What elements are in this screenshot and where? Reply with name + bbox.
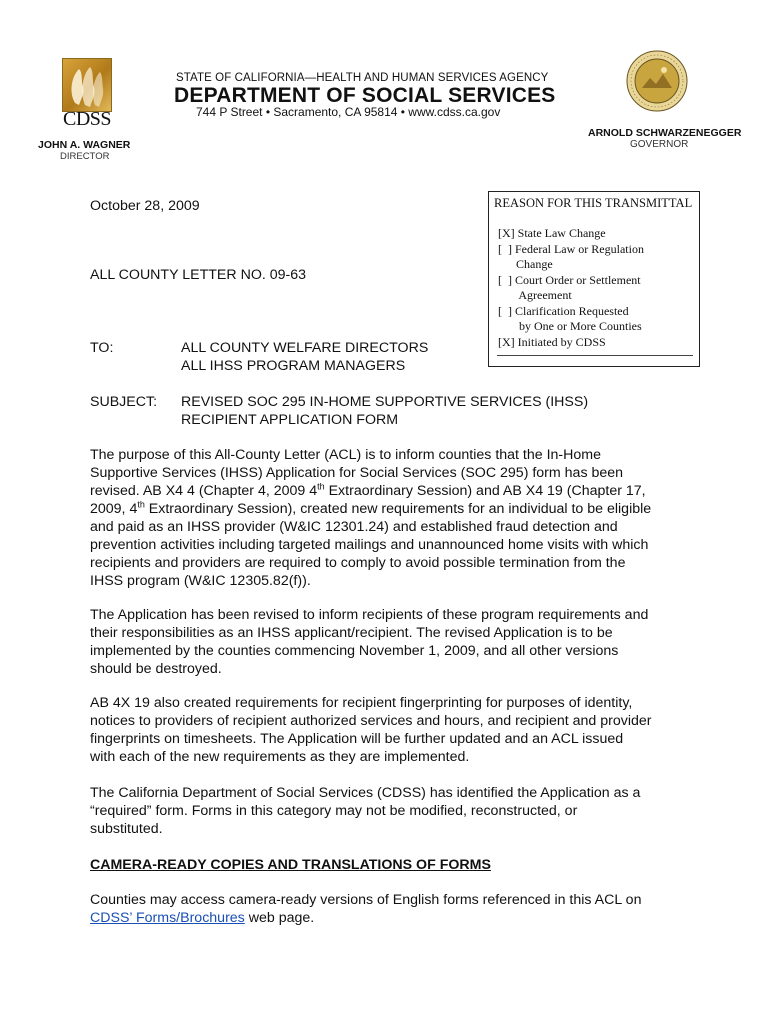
- text-segment: Extraordinary Session), created new requirements for an individual to be eligible: [144, 501, 652, 517]
- reason-item: by One or More Counties: [498, 319, 642, 333]
- superscript: th: [137, 499, 145, 510]
- department-name: DEPARTMENT OF SOCIAL SERVICES: [174, 84, 556, 107]
- revision-paragraph: [90, 606, 710, 678]
- director-title: DIRECTOR: [60, 151, 110, 162]
- reason-item: [ ] Clarification Requested: [498, 303, 629, 318]
- text-line: should be destroyed.: [90, 661, 222, 677]
- director-name: JOHN A. WAGNER: [38, 139, 131, 151]
- text-line: and paid as an IHSS provider (W&IC 12301.24) and established fraud detection and: [90, 519, 618, 535]
- text-line: The Application has been revised to inform recipients of these program requirements and: [90, 607, 649, 623]
- text-line: recipients and providers are required to comply to avoid possible termination from the: [90, 555, 626, 571]
- state-seal: [626, 50, 688, 112]
- text-line: AB 4X 19 also created requirements for recipient fingerprinting for purposes of identity,: [90, 695, 633, 711]
- text-line: with each of the new requirements as they are implemented.: [90, 749, 470, 765]
- subject-line: RECIPIENT APPLICATION FORM: [181, 412, 399, 428]
- text-line: substituted.: [90, 821, 163, 837]
- text-line: The purpose of this All-County Letter (ACL) is to inform counties that the In-Home: [90, 447, 601, 463]
- reason-item: [X] State Law Change: [498, 226, 606, 240]
- reason-item: [ ] Federal Law or Regulation: [498, 241, 644, 256]
- text-line: “required” form. Forms in this category may not be modified, reconstructed, or: [90, 803, 578, 819]
- cdss-logo: [62, 58, 112, 112]
- text-line: Supportive Services (IHSS) Application for Social Services (SOC 295) form has been: [90, 465, 624, 481]
- reason-box-divider: [497, 355, 693, 356]
- to-recipient: ALL IHSS PROGRAM MANAGERS: [181, 358, 406, 374]
- to-recipient: ALL COUNTY WELFARE DIRECTORS: [181, 340, 429, 356]
- seal-icon: [626, 50, 688, 112]
- letter-date: October 28, 2009: [90, 198, 200, 214]
- text-line: notices to providers of recipient authorized services and hours, and recipient and provider: [90, 713, 652, 729]
- text-line: implemented by the counties commencing November 1, 2009, and all other versions: [90, 643, 619, 659]
- text-segment: Extraordinary Session) and AB X4 19 (Chapter 17,: [324, 483, 646, 499]
- section-heading: CAMERA-READY COPIES AND TRANSLATIONS OF FORMS: [90, 857, 491, 873]
- governor-title: GOVERNOR: [630, 139, 689, 150]
- to-label: TO:: [90, 340, 114, 356]
- subject-line: REVISED SOC 295 IN-HOME SUPPORTIVE SERVICES (IHSS): [181, 394, 589, 410]
- reason-item: Change: [498, 257, 553, 271]
- text-line: [90, 500, 710, 518]
- text-line: [90, 482, 710, 500]
- text-segment: revised. AB X4 4 (Chapter 4, 2009 4: [90, 483, 318, 499]
- text-line: their responsibilities as an IHSS applicant/recipient. The revised Application is to be: [90, 625, 613, 641]
- reason-item: [ ] Court Order or Settlement: [498, 272, 641, 287]
- required-form-paragraph: [90, 784, 710, 838]
- agency-name: STATE OF CALIFORNIA—HEALTH AND HUMAN SERVICES AGENCY: [176, 72, 549, 84]
- subject-label: SUBJECT:: [90, 394, 158, 410]
- reason-list: [498, 226, 644, 350]
- logo-text: CDSS: [62, 108, 112, 130]
- text-line: IHSS program (W&IC 12305.82(f)).: [90, 573, 311, 589]
- text-segment: web page.: [244, 910, 315, 926]
- department-address: 744 P Street • Sacramento, CA 95814 • www.cdss.ca.gov: [196, 105, 501, 119]
- camera-ready-paragraph: [90, 891, 710, 927]
- reason-item: Agreement: [498, 288, 572, 302]
- superscript: th: [317, 481, 325, 492]
- reason-for-transmittal-box: [488, 191, 700, 367]
- faces-icon: [63, 59, 111, 111]
- fingerprint-paragraph: [90, 694, 710, 766]
- reason-item: [X] Initiated by CDSS: [498, 334, 606, 349]
- forms-brochures-link[interactable]: CDSS’ Forms/Brochures: [90, 910, 245, 926]
- purpose-paragraph: [90, 446, 710, 590]
- text-segment: 2009, 4: [90, 501, 138, 517]
- text-line: [90, 909, 710, 927]
- text-line: prevention activities including targeted mailings and unannounced home visits with which: [90, 537, 649, 553]
- text-line: The California Department of Social Services (CDSS) has identified the Application as a: [90, 785, 641, 801]
- governor-name: ARNOLD SCHWARZENEGGER: [588, 127, 742, 139]
- text-line: Counties may access camera-ready versions of English forms referenced in this ACL on: [90, 892, 642, 908]
- text-line: fingerprints on timesheets. The Application will be further updated and an ACL issued: [90, 731, 624, 747]
- letter-number: ALL COUNTY LETTER NO. 09-63: [90, 267, 307, 283]
- reason-box-title: REASON FOR THIS TRANSMITTAL: [494, 196, 693, 210]
